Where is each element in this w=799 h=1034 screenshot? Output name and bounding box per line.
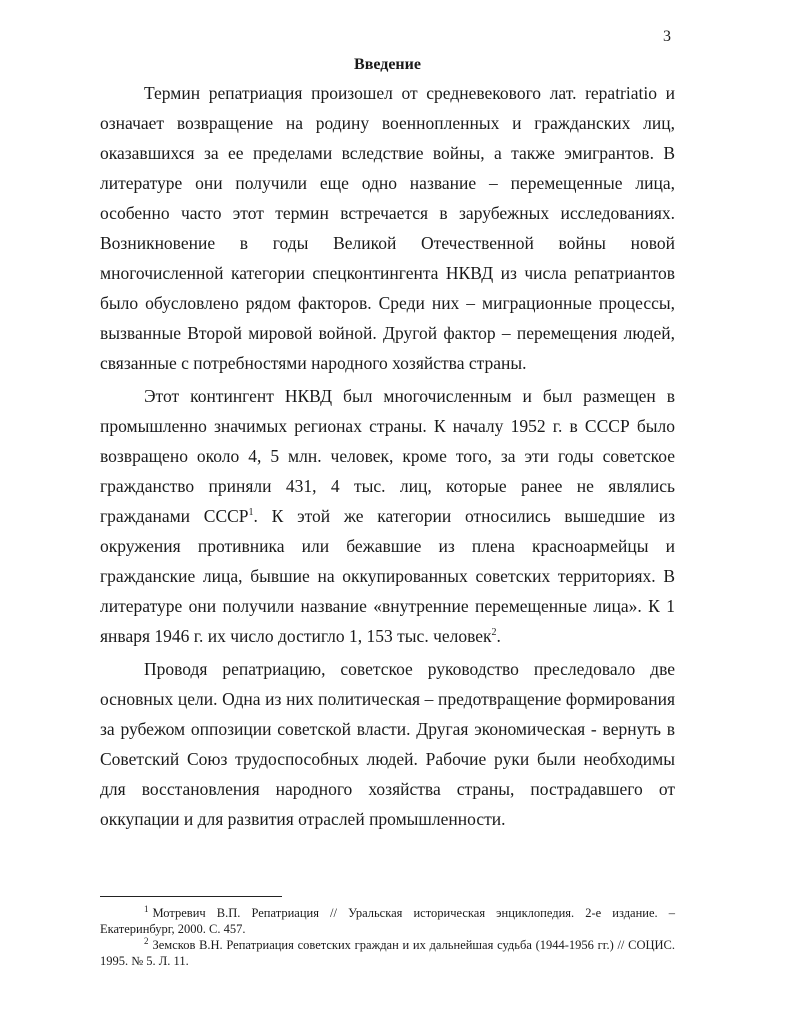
- footnote-1-mark: 1: [144, 903, 149, 914]
- footnote-2: [100, 937, 675, 969]
- section-title: Введение: [354, 56, 421, 73]
- footnote-2-mark: 2: [144, 935, 149, 946]
- page-number: 3: [663, 28, 671, 45]
- paragraph-2-part-2: . К этой же категории относились вышедшие из окружения противника или бежавшие из плена красноармейцы и гражданские лица, бывшие на оккупированных советских территориях. В литературе они получили название «внутренние перемещенные лица». К 1 января 1946 г. их число достигло 1, 153 тыс. человек: [100, 506, 676, 646]
- body-text: [100, 78, 675, 837]
- footnote-divider: [100, 896, 282, 897]
- paragraph-1: Термин репатриация произошел от средневекового лат. repatriatio и означает возвращение на родину военнопленных и гражданских лиц, оказавшихся за ее пределами вследствие войны, а также эмигрантов. В литературе они получили еще одно название – перемещенные лица, особенно часто этот термин встречается в зарубежных исследованиях. Возникновение в годы Великой Отечественной войны новой многочисленной категории спецконтингента НКВД из числа репатриантов было обусловлено рядом факторов. Среди них – миграционные процессы, вызванные Второй мировой войной. Другой фактор – перемещения людей, связанные с потребностями народного хозяйства страны.: [100, 83, 675, 373]
- paragraph-3: Проводя репатриацию, советское руководство преследовало две основных цели. Одна из них политическая – предотвращение формирования за рубежом оппозиции советской власти. Другая экономическая - вернуть в Советский Союз трудоспособных людей. Рабочие руки были необходимы для восстановления народного хозяйства страны, пострадавшего от оккупации и для развития отраслей промышленности.: [100, 659, 675, 829]
- footnote-2-text: Земсков В.Н. Репатриация советских граждан и их дальнейшая судьба (1944-1956 гг.) // СОЦИС. 1995. № 5. Л. 11.: [100, 938, 675, 968]
- footnote-1: [100, 905, 675, 937]
- footnotes: [100, 905, 675, 969]
- paragraph-2-part-1: Этот контингент НКВД был многочисленным и был размещен в промышленно значимых регионах страны. К началу 1952 г. в СССР было возвращено около 4, 5 млн. человек, кроме того, за эти годы советское гражданство приняли 431, 4 тыс. лиц, которые ранее не являлись гражданами СССР: [100, 386, 675, 526]
- footnote-ref-1: 1: [248, 507, 254, 519]
- paragraph-2-part-3: .: [496, 626, 501, 646]
- footnote-ref-2: 2: [491, 627, 497, 639]
- footnote-1-text: Мотревич В.П. Репатриация // Уральская историческая энциклопедия. 2-е издание. – Екатеринбург, 2000. С. 457.: [100, 906, 675, 936]
- paragraph-2: [100, 381, 675, 651]
